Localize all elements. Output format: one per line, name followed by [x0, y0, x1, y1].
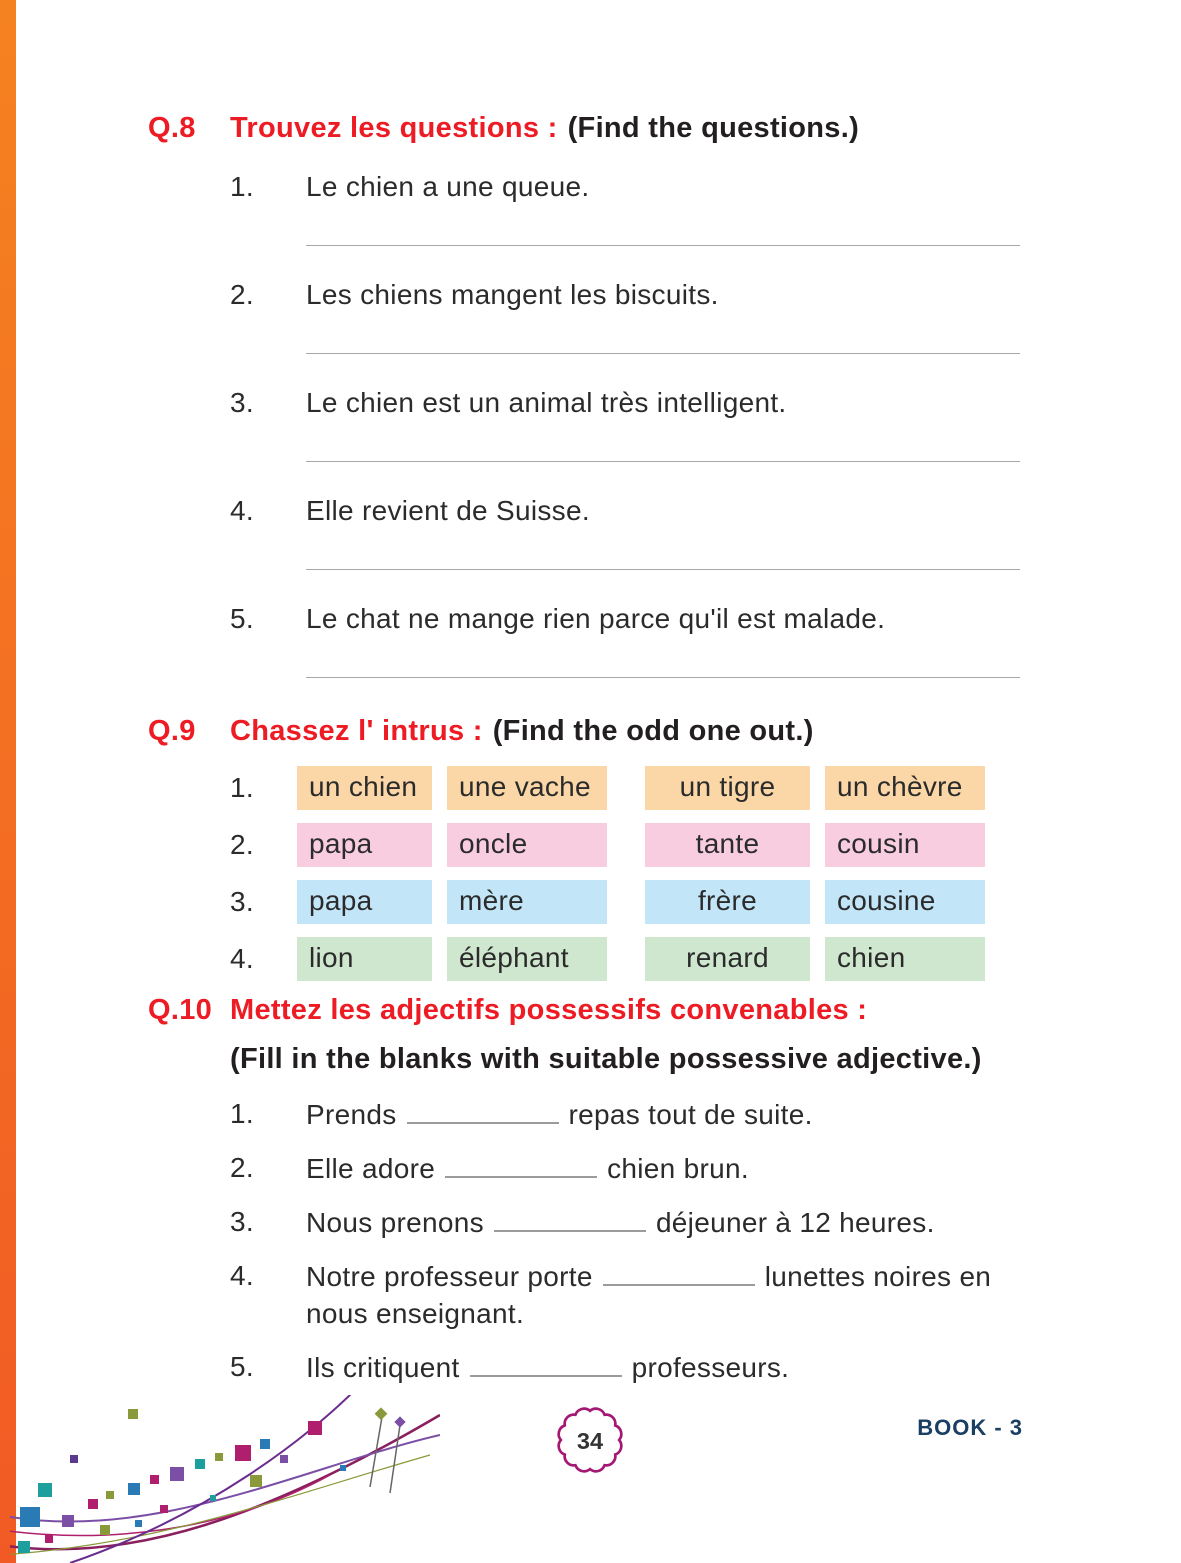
word-option: oncle: [447, 823, 607, 867]
q8-title-french: Trouvez les questions :: [230, 112, 558, 144]
q8-item-1: [230, 171, 1026, 279]
q10-item-5: [230, 1349, 1026, 1387]
page-number: 34: [576, 1427, 604, 1454]
exercise-q8: [148, 112, 1026, 711]
q9-row-4: [230, 937, 1026, 981]
q10-item-1: [230, 1096, 1026, 1134]
q9-row-3: [230, 880, 1026, 924]
answer-blank-line: [306, 569, 1020, 570]
fill-in-blank: [494, 1204, 646, 1232]
item-number: 2.: [230, 1151, 254, 1183]
footer-decoration-art: [10, 1395, 440, 1563]
q9-row-2: [230, 823, 1026, 867]
q8-item-3: [230, 387, 1026, 495]
book-label: BOOK - 3: [917, 1415, 1023, 1440]
item-number: 2.: [230, 829, 254, 860]
text-before-blank: Elle adore: [306, 1152, 436, 1184]
word-option: éléphant: [447, 937, 607, 981]
fill-in-blank: [445, 1150, 597, 1178]
word-option: renard: [645, 937, 810, 981]
page-number-badge: [553, 1403, 627, 1477]
word-option: mère: [447, 880, 607, 924]
q10-label: Q.10: [148, 994, 213, 1026]
item-number: 4.: [230, 495, 254, 526]
item-number: 4.: [230, 943, 254, 974]
answer-blank-line: [306, 353, 1020, 354]
text-after-blank: déjeuner à 12 heures.: [655, 1206, 935, 1238]
page-footer: [0, 1391, 1181, 1563]
word-option: cousin: [825, 823, 985, 867]
q8-label: Q.8: [148, 112, 196, 144]
word-option: une vache: [447, 766, 607, 810]
q9-label: Q.9: [148, 715, 196, 747]
text-after-blank: professeurs.: [631, 1351, 790, 1383]
q10-title-french: Mettez les adjectifs possessifs convenables :: [230, 994, 868, 1026]
item-number: 5.: [230, 603, 254, 634]
q10-item-3: [230, 1204, 1026, 1242]
q9-row-1: [230, 766, 1026, 810]
word-option: cousine: [825, 880, 985, 924]
text-after-blank: chien brun.: [607, 1152, 749, 1184]
fill-in-blank: [470, 1349, 622, 1377]
answer-blank-line: [306, 461, 1020, 462]
item-number: 3.: [230, 886, 254, 917]
answer-blank-line: [306, 245, 1020, 246]
q8-heading: [148, 112, 1026, 145]
word-option: chien: [825, 937, 985, 981]
text-before-blank: Prends: [306, 1099, 397, 1130]
sentence-text: Elle revient de Suisse.: [306, 495, 590, 526]
q9-title-english: (Find the odd one out.): [492, 715, 814, 747]
word-option: lion: [297, 937, 432, 981]
q8-item-2: [230, 279, 1026, 387]
page-edge-orange-bar: [0, 0, 16, 1563]
text-before-blank: Notre professeur porte: [306, 1260, 593, 1292]
text-before-blank: Ils critiquent: [306, 1351, 460, 1383]
item-number: 5.: [230, 1350, 254, 1382]
word-option: frère: [645, 880, 810, 924]
q8-title-english: (Find the questions.): [567, 112, 860, 144]
item-number: 1.: [230, 1098, 254, 1129]
item-number: 3.: [230, 1205, 254, 1237]
word-option: tante: [645, 823, 810, 867]
sentence-text: Les chiens mangent les biscuits.: [306, 279, 719, 310]
word-option: un tigre: [645, 766, 810, 810]
word-option: papa: [297, 823, 432, 867]
text-after-blank: lunettes noires en nous enseignant.: [306, 1260, 992, 1329]
item-number: 3.: [230, 387, 254, 418]
sentence-text: Le chien a une queue.: [306, 171, 590, 202]
word-option: papa: [297, 880, 432, 924]
q8-item-4: [230, 495, 1026, 603]
sentence-text: Le chien est un animal très intelligent.: [306, 387, 787, 418]
q9-heading: [148, 715, 1026, 748]
sentence-text: Le chat ne mange rien parce qu'il est malade.: [306, 603, 886, 634]
q10-heading: [148, 994, 1026, 1027]
q10-item-2: [230, 1150, 1026, 1188]
answer-blank-line: [306, 677, 1020, 678]
q10-subtitle-english: (Fill in the blanks with suitable possessive adjective.): [230, 1043, 982, 1075]
text-after-blank: repas tout de suite.: [568, 1099, 813, 1130]
text-before-blank: Nous prenons: [306, 1206, 484, 1238]
item-number: 4.: [230, 1259, 254, 1291]
exercise-q10: [148, 994, 1026, 1387]
item-number: 2.: [230, 279, 254, 310]
q8-item-5: [230, 603, 1026, 711]
word-option: un chèvre: [825, 766, 985, 810]
word-option: un chien: [297, 766, 432, 810]
exercise-q9: [148, 715, 1026, 981]
fill-in-blank: [407, 1096, 559, 1124]
item-number: 1.: [230, 772, 254, 803]
q9-title-french: Chassez l' intrus :: [230, 715, 483, 747]
fill-in-blank: [603, 1258, 755, 1286]
q10-item-4: [230, 1258, 1026, 1333]
item-number: 1.: [230, 171, 254, 202]
